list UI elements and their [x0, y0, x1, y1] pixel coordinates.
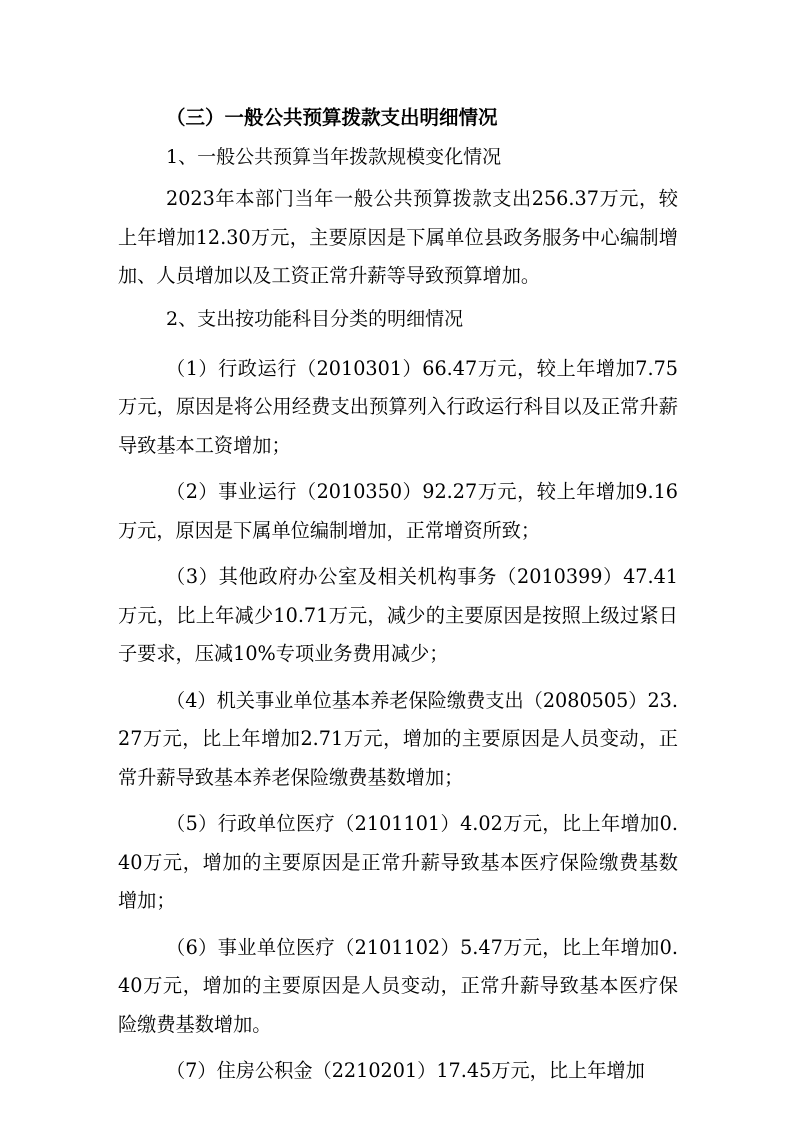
section-heading: （三）一般公共预算拨款支出明细情况 — [166, 106, 498, 129]
item-public-institution-operation: （2）事业运行（2010350）92.27万元，较上年增加9.16万元，原因是下属单位编制增加，正常增资所致； — [118, 480, 678, 542]
item-public-institution-medical: （6）事业单位医疗（2101102）5.47万元，比上年增加0.40万元，增加的主要原因是人员变动，正常升薪导致基本医疗保险缴费基数增加。 — [118, 935, 678, 1036]
document-body — [118, 98, 678, 1091]
item-pension-insurance: （4）机关事业单位基本养老保险缴费支出（2080505）23.27万元，比上年增加2.71万元，增加的主要原因是人员变动，正常升薪导致基本养老保险缴费基数增加； — [118, 688, 678, 789]
subsection-1-title: 1、一般公共预算当年拨款规模变化情况 — [166, 146, 502, 168]
item-administrative-operation: （1）行政运行（2010301）66.47万元，较上年增加7.75万元，原因是将公用经费支出预算列入行政运行科目以及正常升薪导致基本工资增加； — [118, 356, 678, 457]
paragraph-overview: 2023年本部门当年一般公共预算拨款支出256.37万元，较上年增加12.30万元，主要原因是下属单位县政务服务中心编制增加、人员增加以及工资正常升薪等导致预算增加。 — [118, 187, 678, 287]
item-other-government-office-affairs: （3）其他政府办公室及相关机构事务（2010399）47.41万元，比上年减少10.71万元，减少的主要原因是按照上级过紧日子要求，压减10%专项业务费用减少； — [118, 565, 678, 665]
item-housing-provident-fund: （7）住房公积金（2210201）17.45万元，比上年增加 — [166, 1059, 645, 1082]
subsection-2-title: 2、支出按功能科目分类的明细情况 — [166, 307, 464, 330]
item-administrative-unit-medical: （5）行政单位医疗（2101101）4.02万元，比上年增加0.40万元，增加的主要原因是正常升薪导致基本医疗保险缴费基数增加； — [118, 812, 678, 912]
